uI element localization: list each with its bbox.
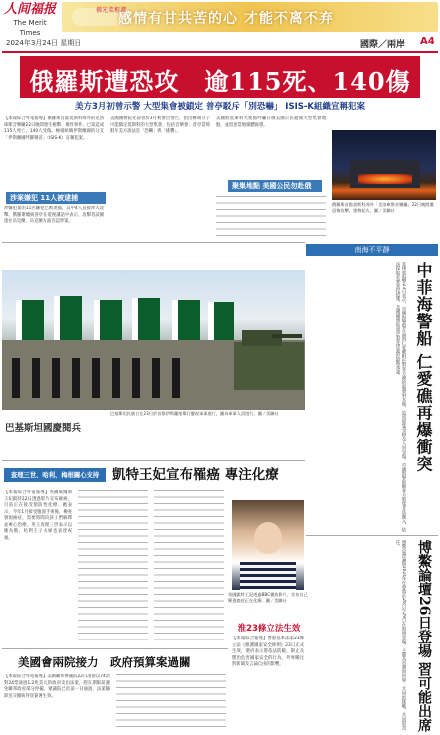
scs-headline: 中菲海警船 仁愛礁再爆衝突 [414,262,433,473]
main-headline: 俄羅斯遭恐攻 逾115死、140傷 [29,67,411,96]
lead-subtitle-1: 涉案嫌犯 11人被逮捕 [6,192,106,204]
royal-text-col2 [78,490,148,640]
parade-scene [2,270,305,410]
kate-photo-caption: 英國凱特王妃透過BBC播放影片，宣布自己罹患癌症正在化療。圖／美聯社 [228,592,308,603]
royal-subhead: 查理三世、哈利、梅根關心支持 [10,472,100,479]
face-shape [254,522,282,554]
parade-photo-caption: 巴基斯坦民族日在23日於首都伊斯蘭堡舉行慶祝軍事遊行，圖為軍事人員遊行。圖／美聯社 [110,411,279,416]
concert-hall-fire-photo [332,130,436,200]
section-divider-2 [2,460,305,461]
congress-text: 【本報綜合外電報導】美國聯邦參議院22日凌晨以74票對24票通過1.2兆美元的政府支出法案，趕在期限前避免聯邦政府部分停擺，眾議院已於前一日通過，法案隨即送交總統拜登簽署生效。 [4,674,110,699]
striped-top [240,562,296,590]
royal-headline: 凱特王妃宣布罹癌 專注化療 [112,467,279,483]
fire-photo-caption: 俄羅斯首都莫斯科郊外「克洛庫斯音樂廳」22日晚間遭恐怖攻擊，建物起火。圖／美聯社 [332,202,434,213]
hk-article23-headline: 淮23條立法生效 [237,624,301,634]
logo-chinese: 人间福报 [3,2,56,17]
banner-slogan: 感情有甘共苦的心 才能不离不弃 [118,11,334,27]
section-divider-3 [2,648,228,649]
dateline-bar [2,37,438,53]
logo-english: The Merit Times [13,19,47,37]
masthead [0,0,440,37]
boao-headline: 博鰲論壇26日登場 習可能出席 [416,540,432,733]
page-number: A4 [420,36,435,47]
lead-subtitle-2: 聚集地點 美國公民勿赴俄 [228,180,322,192]
congress-text-col2 [116,674,226,732]
banner-tag: 佛光菜根谭 [96,7,127,14]
parade-photo-title: 巴基斯坦國慶閱兵 [5,423,82,434]
boao-text: 博鰲亞洲論壇2024年年會將於26日至29日在海南登場，主題為亞洲與世界：共同的挑戰，共同的責任。 [395,540,406,730]
main-subhead: 美方3月初曾示警 大型集會被鎖定 普亭駁斥「別恐嚇」 ISIS-K組織宣稱犯案 [75,102,365,112]
main-headline-box [20,56,420,98]
right-section-title: 南海不平靜 [354,246,390,254]
royal-text: 【本報綜合外電報導】英國威爾斯王妃凱特22日透過影片宣布罹癌，目前正在接受預防性化療。她表示，今年1月接受腹部手術後，檢查發現癌症，需要時間向孩子們解釋並專心治療。英王查理三世表示以她為傲，哈利王子夫婦也表達祝福。 [4,490,72,541]
hk-article23-text: 【本報綜合報導】香港基本法第23條立法《維護國家安全條例》23日正式生效，港府表示將依法防範、制止及懲治危害國家安全的行為，外界關注對新聞及言論自由的影響。 [232,636,304,667]
lead-text-col1b: 涉嫌犯案的11名嫌犯已被逮捕，其中4人直接涉入攻擊。俄羅斯總統普亭在電視講話中表示，攻擊者試圖逃往烏克蘭，烏克蘭方面否認涉案。 [4,206,104,224]
scs-text: 菲律賓海警23日表示，中國海警船在南海仁愛礁附近對菲方補給船發射水砲，造成船隻受損及人員受傷。中國海警則稱菲方船隻非法闖入，依法採取必要管控措施。美國國務院重申對菲律賓的防衛承諾。 [395,262,406,532]
issue-date: 2024年3月24日 星期日 [6,39,82,47]
princess-kate-photo [232,500,304,590]
lead-text-col3: 美國駐莫斯科大使館呼籲在俄美國公民避開大型集會地點，並留意當地媒體報導。 [216,116,326,128]
right-divider [306,535,438,536]
royal-text-col3 [154,490,224,640]
section-name: 國際／兩岸 [360,40,406,50]
section-divider [2,242,305,243]
newspaper-logo [2,2,58,37]
right-section-header [306,244,438,256]
royal-subhead-box [4,468,106,482]
lead-text-col1: 【本報綜合外電報導】俄羅斯首都莫斯科郊外的克洛庫斯音樂廳22日晚間發生槍擊、爆炸事件，已知造成115人死亡、140人受傷。極端組織伊斯蘭國的分支「伊斯蘭國呼羅珊省」（ISIS-K）宣稱犯案。 [4,116,104,141]
fire-glow [358,174,412,184]
lead-text-col2: 美國國務院先前曾於3月初發出警告，指出極端分子可能鎖定莫斯科的大型集會，包括音樂會；普亭當時駁斥美方說法是「恐嚇」與「挑釁」。 [110,116,210,134]
lead-text-col3b [216,196,326,240]
congress-headline: 美國會兩院接力 政府預算案過關 [18,655,191,669]
parade-photo [2,270,305,410]
